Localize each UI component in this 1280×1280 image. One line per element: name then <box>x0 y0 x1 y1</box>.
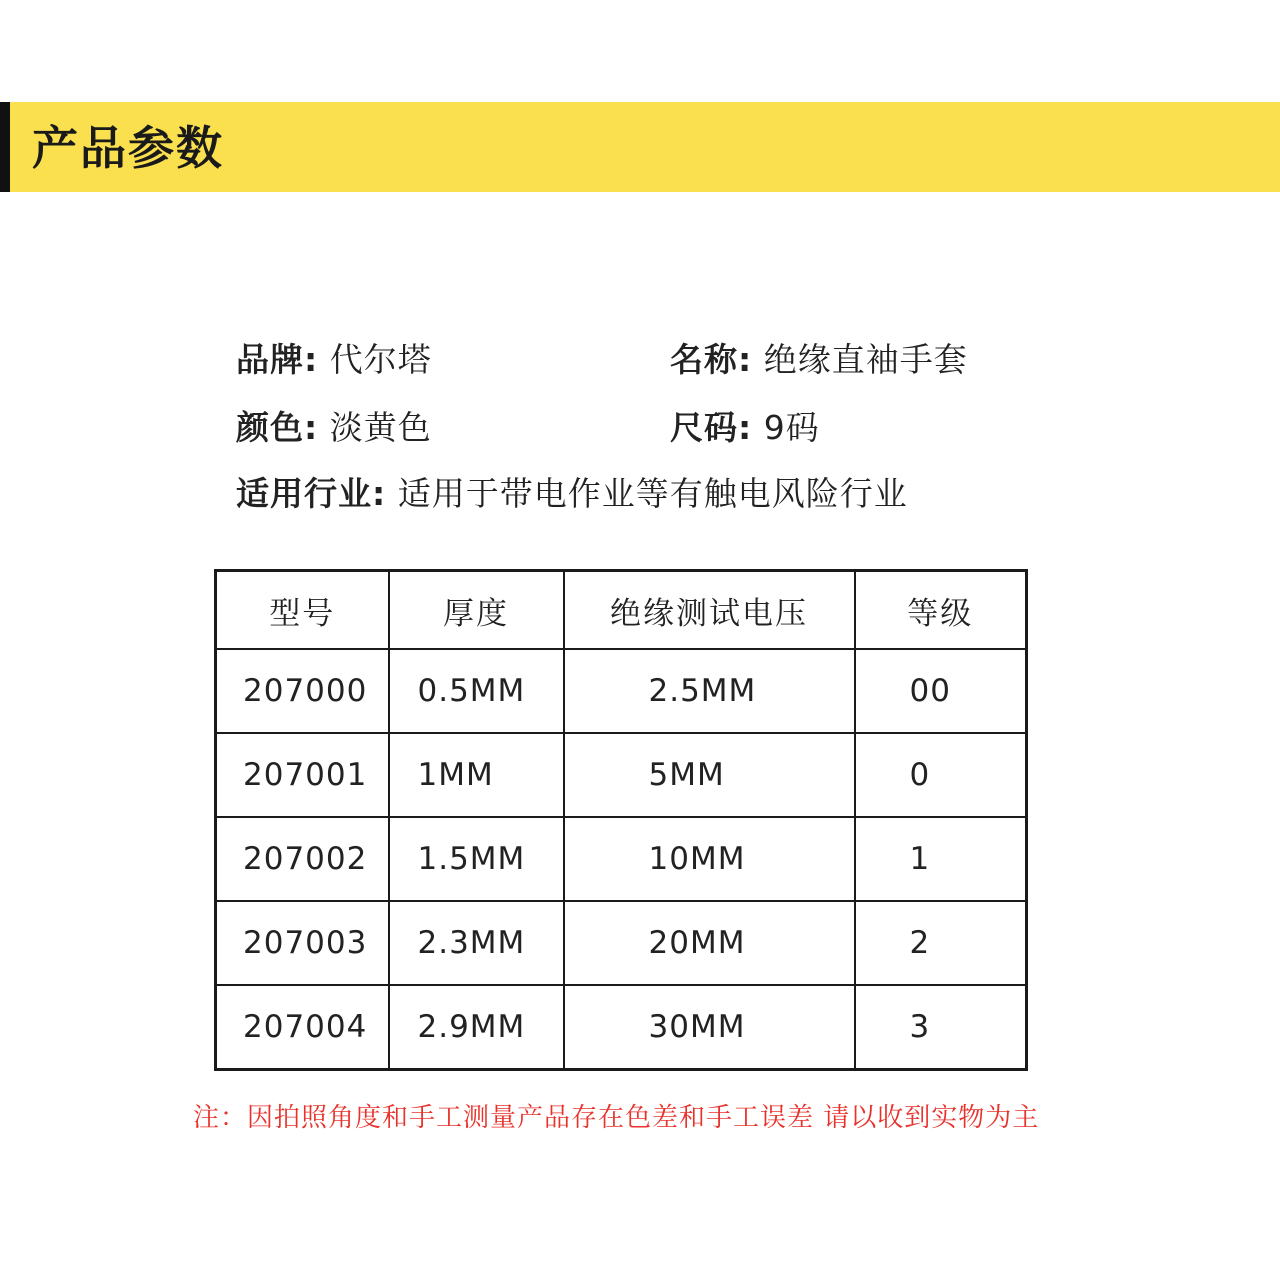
table-row <box>216 901 1027 985</box>
cell-level: 1 <box>855 817 1027 901</box>
spec-color-value: 淡黄色 <box>329 408 432 447</box>
header-model: 型号 <box>216 571 389 650</box>
header-thickness: 厚度 <box>389 571 564 650</box>
spec-color <box>236 408 432 448</box>
table-row <box>216 817 1027 901</box>
cell-test-voltage: 2.5MM <box>564 649 855 733</box>
cell-model: 207003 <box>216 901 389 985</box>
cell-test-voltage: 30MM <box>564 985 855 1070</box>
spec-brand <box>236 340 432 380</box>
spec-color-label: 颜色: <box>236 408 319 447</box>
table-row <box>216 985 1027 1070</box>
params-table <box>214 569 1028 1071</box>
cell-level: 00 <box>855 649 1027 733</box>
header-test-voltage: 绝缘测试电压 <box>564 571 855 650</box>
spec-size-label: 尺码: <box>670 408 753 447</box>
section-title: 产品参数 <box>32 121 224 175</box>
header-level: 等级 <box>855 571 1027 650</box>
spec-industry-label: 适用行业: <box>236 474 387 513</box>
section-header <box>0 102 1280 192</box>
cell-thickness: 2.3MM <box>389 901 564 985</box>
cell-thickness: 2.9MM <box>389 985 564 1070</box>
cell-test-voltage: 10MM <box>564 817 855 901</box>
cell-level: 3 <box>855 985 1027 1070</box>
cell-level: 2 <box>855 901 1027 985</box>
spec-brand-value: 代尔塔 <box>329 340 432 379</box>
spec-size-value: 9码 <box>763 408 820 447</box>
table-header-row <box>216 571 1027 650</box>
spec-name <box>670 340 968 380</box>
cell-model: 207001 <box>216 733 389 817</box>
table-row <box>216 649 1027 733</box>
cell-level: 0 <box>855 733 1027 817</box>
spec-name-label: 名称: <box>670 340 753 379</box>
cell-test-voltage: 20MM <box>564 901 855 985</box>
spec-size <box>670 408 820 448</box>
cell-model: 207000 <box>216 649 389 733</box>
spec-brand-label: 品牌: <box>236 340 319 379</box>
disclaimer-note: 注：因拍照角度和手工测量产品存在色差和手工误差 请以收到实物为主 <box>193 1103 1040 1133</box>
header-accent-bar <box>0 102 10 192</box>
cell-test-voltage: 5MM <box>564 733 855 817</box>
spec-name-value: 绝缘直袖手套 <box>763 340 968 379</box>
cell-model: 207004 <box>216 985 389 1070</box>
spec-industry <box>236 474 908 514</box>
cell-model: 207002 <box>216 817 389 901</box>
cell-thickness: 1.5MM <box>389 817 564 901</box>
cell-thickness: 1MM <box>389 733 564 817</box>
spec-industry-value: 适用于带电作业等有触电风险行业 <box>397 474 908 513</box>
table-row <box>216 733 1027 817</box>
cell-thickness: 0.5MM <box>389 649 564 733</box>
